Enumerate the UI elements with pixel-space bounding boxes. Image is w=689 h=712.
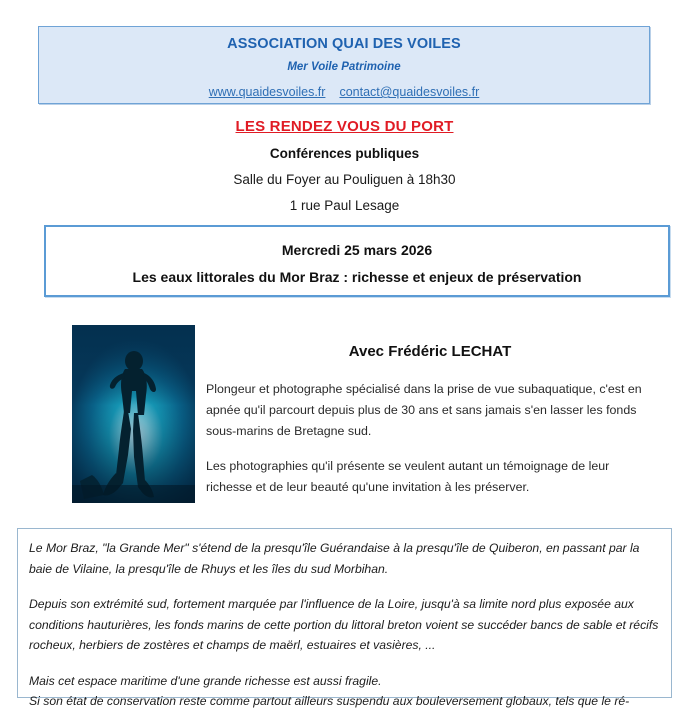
event-series-title: LES RENDEZ VOUS DU PORT [235,118,454,135]
event-date-theme-box [44,225,670,297]
speaker-bio-paragraph-1: Plongeur et photographe spécialisé dans la prise de vue subaquatique, c'est en apnée qu'il parcourt depuis plus de 30 ans et sans jamais s'en lasser les fonds sous-marins de Bretagne sud. [206,382,642,438]
email-link[interactable]: contact@quaidesvoiles.fr [339,85,480,99]
description-paragraph-2: Depuis son extrémité sud, fortement marquée par l'influence de la Loire, jusqu'à sa limite nord plus exposée aux conditions hauturières, les fonds marins de cette portion du littoral breton voient se succéder bancs de sable et récifs rocheux, herbiers de zostères et champs de maërl, estuaires et vasières, ... [29,597,659,652]
association-contact-links [39,83,649,101]
association-subtitle: Mer Voile Patrimoine [287,61,401,73]
event-address: 1 rue Paul Lesage [289,198,400,213]
event-series-block [0,116,689,219]
speaker-heading: Avec Frédéric LECHAT [348,343,512,360]
description-paragraph-4: Si son état de conservation reste comme partout ailleurs suspendu aux bouleversement globaux, tels que le ré- [29,694,630,708]
association-title: ASSOCIATION QUAI DES VOILES [227,36,461,52]
freediver-silhouette-image [72,325,195,503]
website-link[interactable]: www.quaidesvoiles.fr [208,85,326,99]
event-series-subtitle: Conférences publiques [269,146,420,161]
description-paragraph-3: Mais cet espace maritime d'une grande richesse est aussi fragile. [29,673,382,688]
event-date: Mercredi 25 mars 2026 [281,242,433,258]
speaker-bio-paragraph-2: Les photographies qu'il présente se veulent autant un témoignage de leur richesse et de leur beauté qu'une invitation à les préserver. [206,459,610,494]
speaker-info-block [206,341,654,512]
event-venue: Salle du Foyer au Pouliguen à 18h30 [233,172,456,187]
event-theme: Les eaux littorales du Mor Braz : richesse et enjeux de préservation [132,269,582,285]
association-header-box [38,26,650,104]
description-paragraph-1: Le Mor Braz, "la Grande Mer" s'étend de la presqu'île Guérandaise à la presqu'île de Quiberon, en passant par la baie de Vilaine, la presqu'île de Rhuys et les îles du sud Morbihan. [29,541,640,576]
description-box [17,528,672,708]
speaker-photo [72,325,195,503]
